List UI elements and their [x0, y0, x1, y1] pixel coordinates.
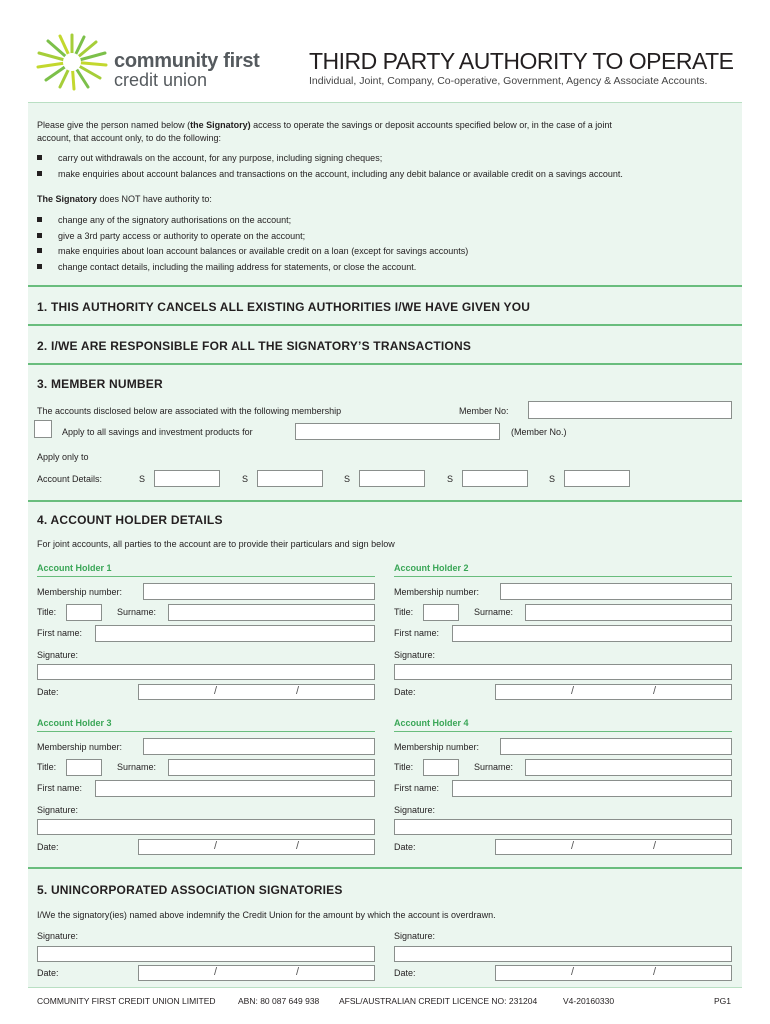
- first-name-label: First name:: [37, 628, 83, 638]
- form-subtitle: Individual, Joint, Company, Co-operative, Government, Agency & Associate Accounts.: [309, 75, 708, 87]
- intro-text-a: Please give the person named below (: [37, 120, 191, 130]
- account-holder-2-heading: Account Holder 2: [394, 563, 469, 573]
- holder-4-membership-input[interactable]: [500, 738, 732, 755]
- holder-underline: [37, 731, 375, 732]
- bullet-icon: [37, 217, 42, 222]
- membership-number-label: Membership number:: [394, 587, 480, 597]
- surname-label: Surname:: [117, 607, 157, 617]
- date-slash: /: [571, 966, 575, 978]
- account-4-input[interactable]: [462, 470, 528, 487]
- date-slash: /: [571, 685, 575, 697]
- date-slash: /: [296, 840, 300, 852]
- bullet-icon: [37, 155, 42, 160]
- signature-label: Signature:: [37, 650, 79, 660]
- date-slash: /: [653, 840, 657, 852]
- form-title: THIRD PARTY AUTHORITY TO OPERATE: [309, 48, 734, 74]
- holder-4-first-name-input[interactable]: [452, 780, 732, 797]
- assoc-signature-label: Signature:: [394, 931, 436, 941]
- first-name-label: First name:: [394, 628, 440, 638]
- first-name-label: First name:: [37, 783, 83, 793]
- bullet-icon: [37, 264, 42, 269]
- account-holder-3-heading: Account Holder 3: [37, 718, 112, 728]
- bullet-icon: [37, 233, 42, 238]
- section-4-heading: 4. ACCOUNT HOLDER DETAILS: [37, 513, 223, 527]
- date-slash: /: [296, 685, 300, 697]
- date-label: Date:: [37, 842, 59, 852]
- membership-number-label: Membership number:: [394, 742, 480, 752]
- holder-2-surname-input[interactable]: [525, 604, 732, 621]
- account-details-label: Account Details:: [37, 474, 103, 484]
- holder-2-date-field[interactable]: [495, 684, 732, 700]
- account-s-prefix: S: [139, 474, 146, 484]
- footer-page: PG1: [714, 996, 732, 1006]
- not-allowed-item: give a 3rd party access or authority to operate on the account;: [58, 231, 306, 241]
- allowed-item: make enquiries about account balances and transactions on the account, including any debit balance or available credit on a savings account.: [58, 169, 623, 179]
- not-authority-heading: [37, 193, 212, 205]
- joint-accounts-note: For joint accounts, all parties to the account are to provide their particulars and sign below: [37, 539, 395, 549]
- section-1-heading: 1. THIS AUTHORITY CANCELS ALL EXISTING AUTHORITIES I/WE HAVE GIVEN YOU: [37, 300, 531, 314]
- date-slash: /: [571, 840, 575, 852]
- holder-4-title-input[interactable]: [423, 759, 459, 776]
- account-5-input[interactable]: [564, 470, 630, 487]
- membership-number-label: Membership number:: [37, 587, 123, 597]
- account-s-prefix: S: [549, 474, 556, 484]
- date-label: Date:: [394, 687, 416, 697]
- account-3-input[interactable]: [359, 470, 425, 487]
- date-slash: /: [653, 966, 657, 978]
- footer-company: COMMUNITY FIRST CREDIT UNION LIMITED: [37, 996, 216, 1006]
- surname-label: Surname:: [474, 762, 514, 772]
- intro-text-b: access to operate the savings or deposit accounts specified below or, in the case of a joint: [250, 120, 612, 130]
- assoc-date-2-field[interactable]: [495, 965, 732, 981]
- assoc-signature-2-input[interactable]: [394, 946, 732, 962]
- membership-assoc-text: The accounts disclosed below are associated with the following membership: [37, 406, 342, 416]
- account-holder-1-heading: Account Holder 1: [37, 563, 112, 573]
- assoc-signature-1-input[interactable]: [37, 946, 375, 962]
- date-slash: /: [296, 966, 300, 978]
- not-allowed-item: change contact details, including the mailing address for statements, or close the account.: [58, 262, 417, 272]
- holder-3-first-name-input[interactable]: [95, 780, 375, 797]
- signature-label: Signature:: [394, 805, 436, 815]
- date-slash: /: [653, 685, 657, 697]
- footer-version: V4-20160330: [563, 996, 615, 1006]
- account-s-prefix: S: [242, 474, 249, 484]
- apply-only-label: Apply only to: [37, 452, 89, 462]
- assoc-date-label: Date:: [37, 968, 59, 978]
- logo-name: community first: [114, 50, 260, 72]
- account-2-input[interactable]: [257, 470, 323, 487]
- assoc-date-label: Date:: [394, 968, 416, 978]
- holder-3-title-input[interactable]: [66, 759, 102, 776]
- not-allowed-item: change any of the signatory authorisations on the account;: [58, 215, 292, 225]
- apply-all-label: Apply to all savings and investment products for: [62, 427, 253, 437]
- holder-underline: [37, 576, 375, 577]
- date-slash: /: [214, 966, 218, 978]
- member-no-input[interactable]: [528, 401, 732, 419]
- holder-3-signature-input[interactable]: [37, 819, 375, 835]
- footer-rule: [28, 987, 742, 988]
- holder-3-date-field[interactable]: [138, 839, 375, 855]
- surname-label: Surname:: [117, 762, 157, 772]
- member-no-paren: (Member No.): [511, 427, 567, 437]
- holder-3-membership-input[interactable]: [143, 738, 375, 755]
- holder-underline: [394, 731, 732, 732]
- title-label: Title:: [394, 607, 414, 617]
- holder-2-membership-input[interactable]: [500, 583, 732, 600]
- not-authority-rest: does NOT have authority to:: [97, 194, 212, 204]
- account-1-input[interactable]: [154, 470, 220, 487]
- first-name-label: First name:: [394, 783, 440, 793]
- date-slash: /: [214, 685, 218, 697]
- date-label: Date:: [394, 842, 416, 852]
- allowed-item: carry out withdrawals on the account, for any purpose, including signing cheques;: [58, 153, 383, 163]
- intro-text-line2: account, that account only, to do the following:: [37, 132, 221, 143]
- assoc-date-1-field[interactable]: [138, 965, 375, 981]
- holder-3-surname-input[interactable]: [168, 759, 375, 776]
- section-2-heading: 2. I/WE ARE RESPONSIBLE FOR ALL THE SIGNATORY’S TRANSACTIONS: [37, 339, 472, 353]
- holder-1-first-name-input[interactable]: [95, 625, 375, 642]
- bullet-icon: [37, 171, 42, 176]
- signatory-bold-2: The Signatory: [37, 194, 98, 204]
- title-label: Title:: [37, 762, 57, 772]
- holder-1-surname-input[interactable]: [168, 604, 375, 621]
- title-label: Title:: [37, 607, 57, 617]
- apply-all-member-input[interactable]: [295, 423, 500, 440]
- not-allowed-item: make enquiries about loan account balances or available credit on a loan (except for savings accounts): [58, 246, 469, 256]
- section-3-heading: 3. MEMBER NUMBER: [37, 377, 163, 391]
- holder-2-title-input[interactable]: [423, 604, 459, 621]
- signature-label: Signature:: [37, 805, 79, 815]
- footer-abn: ABN: 80 087 649 938: [238, 996, 320, 1006]
- bullet-icon: [37, 248, 42, 253]
- membership-number-label: Membership number:: [37, 742, 123, 752]
- holder-1-membership-input[interactable]: [143, 583, 375, 600]
- holder-1-date-field[interactable]: [138, 684, 375, 700]
- signatory-bold: the Signatory): [190, 120, 251, 130]
- account-holder-4-heading: Account Holder 4: [394, 718, 469, 728]
- footer-afsl: AFSL/AUSTRALIAN CREDIT LICENCE NO: 231204: [339, 996, 538, 1006]
- indemnify-text: I/We the signatory(ies) named above indemnify the Credit Union for the amount by which the account is overdrawn.: [37, 910, 496, 920]
- member-no-label: Member No:: [459, 406, 509, 416]
- date-slash: /: [214, 840, 218, 852]
- holder-4-date-field[interactable]: [495, 839, 732, 855]
- title-label: Title:: [394, 762, 414, 772]
- logo-subtitle: credit union: [114, 70, 208, 90]
- assoc-signature-label: Signature:: [37, 931, 79, 941]
- holder-1-signature-input[interactable]: [37, 664, 375, 680]
- account-s-prefix: S: [344, 474, 351, 484]
- surname-label: Surname:: [474, 607, 514, 617]
- holder-underline: [394, 576, 732, 577]
- account-s-prefix: S: [447, 474, 454, 484]
- holder-2-signature-input[interactable]: [394, 664, 732, 680]
- signature-label: Signature:: [394, 650, 436, 660]
- intro-paragraph: [37, 119, 737, 144]
- apply-all-checkbox[interactable]: [34, 420, 52, 438]
- date-label: Date:: [37, 687, 59, 697]
- section-5-heading: 5. UNINCORPORATED ASSOCIATION SIGNATORIES: [37, 883, 343, 897]
- holder-1-title-input[interactable]: [66, 604, 102, 621]
- holder-2-first-name-input[interactable]: [452, 625, 732, 642]
- holder-4-surname-input[interactable]: [525, 759, 732, 776]
- credit-union-logo-icon: [34, 33, 110, 91]
- holder-4-signature-input[interactable]: [394, 819, 732, 835]
- top-rule: [28, 102, 742, 103]
